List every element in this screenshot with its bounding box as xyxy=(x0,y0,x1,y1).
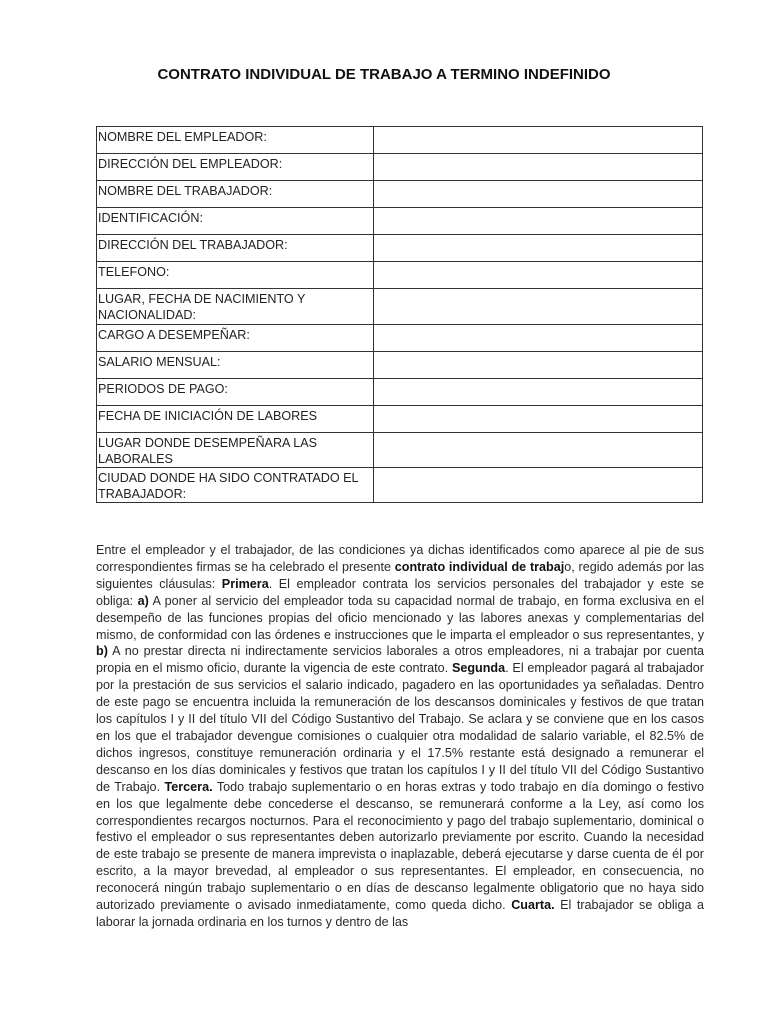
row-value xyxy=(374,208,703,235)
row-label: CIUDAD DONDE HA SIDO CONTRATADO EL TRABAJADOR: xyxy=(97,468,374,503)
contract-body-text xyxy=(96,542,704,931)
row-value xyxy=(374,379,703,406)
row-label: IDENTIFICACIÓN: xyxy=(97,208,374,235)
clause-item-a: a) xyxy=(137,593,149,608)
row-value xyxy=(374,433,703,468)
row-label: NOMBRE DEL TRABAJADOR: xyxy=(97,181,374,208)
clause-heading-segunda: Segunda xyxy=(451,661,506,676)
table-row xyxy=(97,289,703,325)
row-value xyxy=(374,468,703,503)
row-value xyxy=(374,289,703,325)
row-label: LUGAR, FECHA DE NACIMIENTO Y NACIONALIDAD: xyxy=(97,289,374,325)
row-value xyxy=(374,352,703,379)
row-value xyxy=(374,127,703,154)
clause-item-b: b) xyxy=(96,644,108,659)
clause-heading-primera: Primera xyxy=(221,576,269,591)
body-text-segment: A poner al servicio del empleador toda su capacidad normal de trabajo, en forma exclusiva en el desempeño de las funciones propias del oficio mencionado y las labores anexas y complementarias del mismo, de conformidad con las órdenes e instrucciones que le imparta el empleador o sus representantes, y xyxy=(96,593,704,642)
document-title: CONTRATO INDIVIDUAL DE TRABAJO A TERMINO INDEFINIDO xyxy=(157,66,611,83)
row-value xyxy=(374,325,703,352)
body-text-segment: Entre el empleador y el trabajador, de las condiciones ya dichas identificados como aparece al pie de sus correspondientes firmas se ha celebrado el presente xyxy=(96,543,704,574)
row-value xyxy=(374,235,703,262)
table-row xyxy=(97,208,703,235)
table-row xyxy=(97,262,703,289)
row-label: DIRECCIÓN DEL TRABAJADOR: xyxy=(97,235,374,262)
row-label: TELEFONO: xyxy=(97,262,374,289)
table-row xyxy=(97,154,703,181)
row-label: DIRECCIÓN DEL EMPLEADOR: xyxy=(97,154,374,181)
row-label: LUGAR DONDE DESEMPEÑARA LAS LABORALES xyxy=(97,433,374,468)
body-text-segment: Todo trabajo suplementario o en horas extras y todo trabajo en día domingo o festivo en los que legalmente debe concederse el descanso, se remunerará conforme a la Ley, así como los correspondientes recargos nocturnos. Para el reconocimiento y pago del trabajo suplementario, dominical o festivo el empleador o sus representantes deben autorizarlo previamente por escrito. Cuando la necesidad de este trabajo se presente de manera imprevista o inaplazable, deberá ejecutarse y darse cuenta de él por escrito, a la mayor brevedad, al empleador o sus representantes. El empleador, en consecuencia, no reconocerá ningún trabajo suplementario o en días de descanso legalmente obligatorio que no haya sido autorizado previamente o avisado inmediatamente, como queda dicho. xyxy=(96,779,704,913)
row-label: SALARIO MENSUAL: xyxy=(97,352,374,379)
body-text-segment: El trabajador se obliga a laborar la jornada ordinaria en los turnos y dentro de las xyxy=(96,898,705,929)
row-label: CARGO A DESEMPEÑAR: xyxy=(97,325,374,352)
row-label: NOMBRE DEL EMPLEADOR: xyxy=(97,127,374,154)
table-row xyxy=(97,127,703,154)
row-label: PERIODOS DE PAGO: xyxy=(97,379,374,406)
clause-heading-tercera: Tercera. xyxy=(164,779,213,794)
body-text-segment: . El empleador contrata los servicios personales del trabajador y este se obliga: xyxy=(96,576,704,608)
body-text-segment: o, regido además por las siguientes cláusulas: xyxy=(96,559,704,591)
table-row xyxy=(97,235,703,262)
table-row xyxy=(97,181,703,208)
table-row xyxy=(97,352,703,379)
row-value xyxy=(374,181,703,208)
row-value xyxy=(374,154,703,181)
row-label: FECHA DE INICIACIÓN DE LABORES xyxy=(97,406,374,433)
table-row xyxy=(97,406,703,433)
clause-heading-cuarta: Cuarta. xyxy=(511,898,555,913)
bold-phrase: contrato individual de trabaj xyxy=(394,559,565,574)
row-value xyxy=(374,262,703,289)
body-text-segment: . El empleador pagará al trabajador por la prestación de sus servicios el salario indicado, pagadero en las oportunidades ya señaladas. Dentro de este pago se encuentra incluida la remuneración de los descansos dominicales y festivos de que tratan los capítulos I y II del título VII del Código Sustantivo del Trabajo. Se aclara y se conviene que en los casos en los que el trabajador devengue comisiones o cualquier otra modalidad de salario variable, el 82.5% de dichos ingresos, constituye remuneración ordinaria y el 17.5% restante está designado a remunerar el descanso en los días dominicales y festivos que tratan los capítulos I y II del título VII del Código Sustantivo de Trabajo. xyxy=(96,661,704,794)
contract-data-table xyxy=(96,126,703,503)
table-row xyxy=(97,468,703,503)
table-row xyxy=(97,433,703,468)
table-row xyxy=(97,379,703,406)
body-text-segment: A no prestar directa ni indirectamente servicios laborales a otros empleadores, ni a trabajar por cuenta propia en el mismo oficio, durante la vigencia de este contrato. xyxy=(96,644,704,676)
row-value xyxy=(374,406,703,433)
table-row xyxy=(97,325,703,352)
